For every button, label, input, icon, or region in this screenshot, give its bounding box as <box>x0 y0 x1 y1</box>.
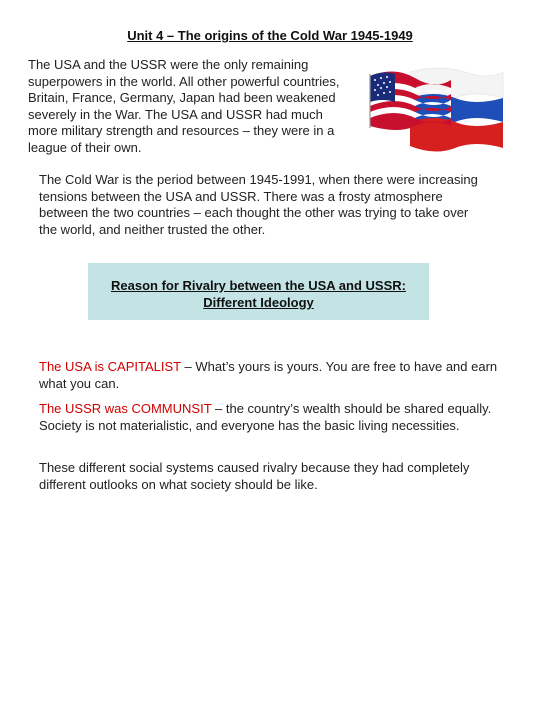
page-title: Unit 4 – The origins of the Cold War 1945-1949 <box>127 28 413 43</box>
ussr-communist-text: – the country’s wealth should be shared equally. Society is not materialistic, and everyone has the basic living necessities. <box>39 401 492 433</box>
rivalry-reason-box <box>88 263 429 320</box>
usa-capitalist-paragraph <box>39 359 509 392</box>
ussr-communist-paragraph <box>39 401 509 434</box>
usa-capitalist-text: – What’s yours is yours. You are free to have and earn what you can. <box>39 359 498 391</box>
conclusion-paragraph: These different social systems caused rivalry because they had completely different outlooks on what society should be like. <box>39 460 470 492</box>
reason-box-line1: Reason for Rivalry between the USA and USSR: <box>111 278 406 293</box>
russia-flag-icon <box>410 68 503 152</box>
cold-war-paragraph: The Cold War is the period between 1945-1991, when there were increasing tensions between the USA and USSR. There was a frosty atmosphere between the two countries – each thought the other was trying to take over the world, and neither trusted the other. <box>39 172 478 237</box>
ussr-communist-heading: The USSR was COMMUNSIT <box>39 401 212 416</box>
reason-box-line2: Different Ideology <box>203 295 314 310</box>
usa-capitalist-heading: The USA is CAPITALIST <box>39 359 181 374</box>
intro-paragraph: The USA and the USSR were the only remaining superpowers in the world. All other powerful countries, Britain, France, Germany, Japan had been weakened severely in the War. The USA and USSR had much more military strength and resources – they were in a league of their own. <box>28 57 340 155</box>
usa-russia-flags-icon <box>355 58 505 153</box>
